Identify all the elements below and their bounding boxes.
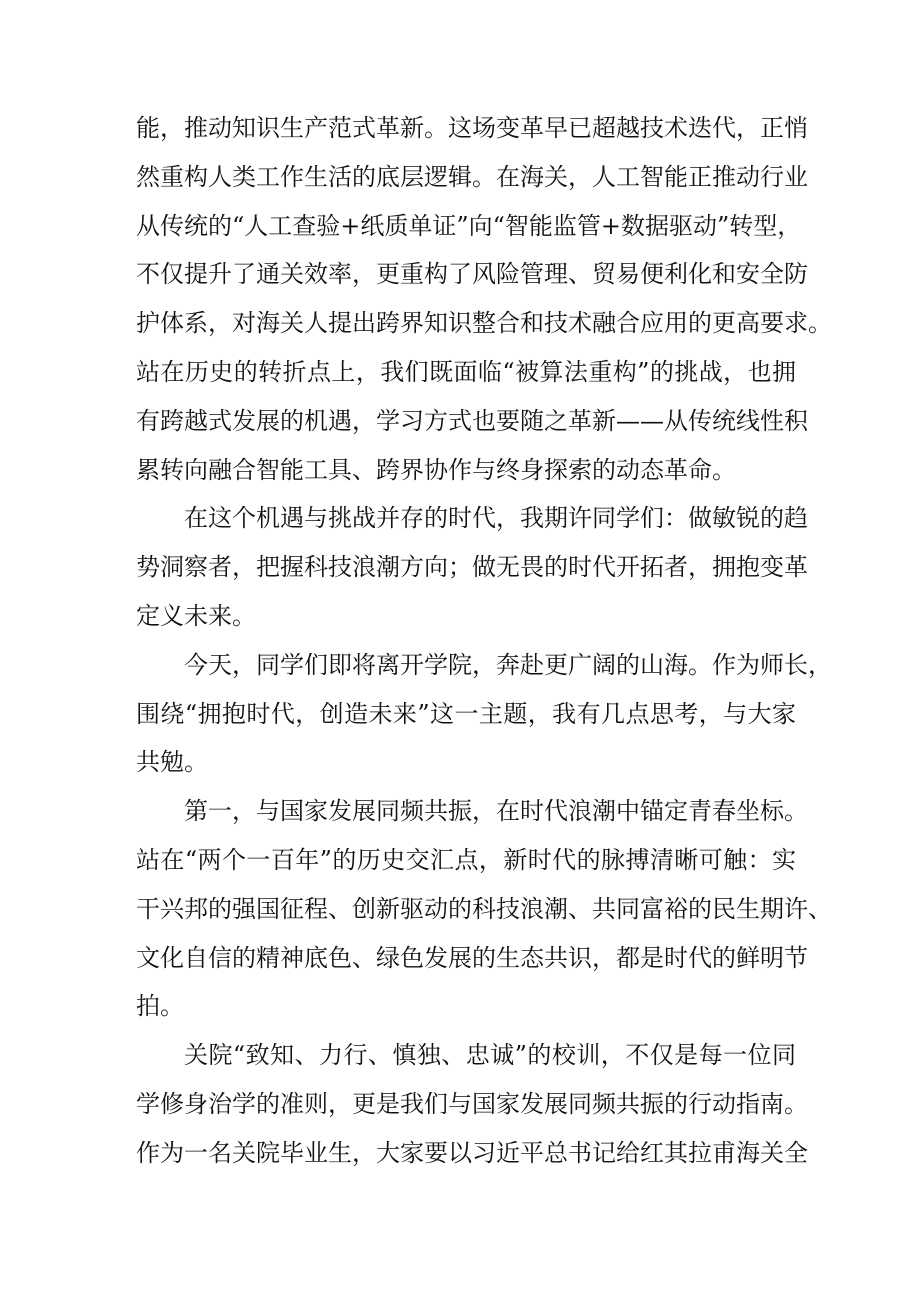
text-line: 站在“两个一百年”的历史交汇点，新时代的脉搏清晰可触：实 [136, 845, 796, 874]
text-line: 势洞察者，把握科技浪潮方向；做无畏的时代开拓者，拥抱变革 [136, 553, 808, 582]
text-line: 能，推动知识生产范式革新。这场变革早已超越技术迭代，正悄 [136, 114, 808, 142]
text-line: 关院“致知、力行、慎独、忠诚”的校训，不仅是每一位同 [184, 1041, 796, 1070]
text-line: 文化自信的精神底色、绿色发展的生态共识，都是时代的鲜明节 [136, 943, 808, 972]
text-line: 在这个机遇与挑战并存的时代，我期许同学们：做敏锐的趋 [184, 504, 808, 533]
text-line: 今天，同学们即将离开学院，奔赴更广阔的山海。作为师长， [184, 650, 832, 679]
text-line: 不仅提升了通关效率，更重构了风险管理、贸易便利化和安全防 [136, 260, 808, 289]
text-line: 围绕“拥抱时代，创造未来”这一主题，我有几点思考，与大家 [136, 699, 796, 728]
text-line: 干兴邦的强国征程、创新驱动的科技浪潮、共同富裕的民生期许、 [136, 894, 832, 923]
text-line: 累转向融合智能工具、跨界协作与终身探索的动态革命。 [136, 455, 736, 484]
text-line: 有跨越式发展的机遇，学习方式也要随之革新——从传统线性积 [136, 406, 808, 435]
text-line: 学修身治学的准则，更是我们与国家发展同频共振的行动指南。 [136, 1089, 808, 1118]
text-line: 拍。 [136, 992, 184, 1021]
text-line: 站在历史的转折点上，我们既面临“被算法重构”的挑战，也拥 [136, 357, 796, 386]
text-line: 护体系，对海关人提出跨界知识整合和技术融合应用的更高要求。 [136, 309, 832, 338]
text-line: 从传统的“人工查验+纸质单证”向“智能监管+数据驱动”转型， [136, 211, 802, 240]
text-line: 第一，与国家发展同频共振，在时代浪潮中锚定青春坐标。 [184, 797, 808, 826]
text-line: 作为一名关院毕业生，大家要以习近平总书记给红其拉甫海关全 [136, 1138, 808, 1167]
text-line: 定义未来。 [136, 601, 256, 630]
text-line: 共勉。 [136, 748, 208, 777]
text-line: 然重构人类工作生活的底层逻辑。在海关，人工智能正推动行业 [136, 162, 808, 191]
document-body [136, 104, 832, 1178]
